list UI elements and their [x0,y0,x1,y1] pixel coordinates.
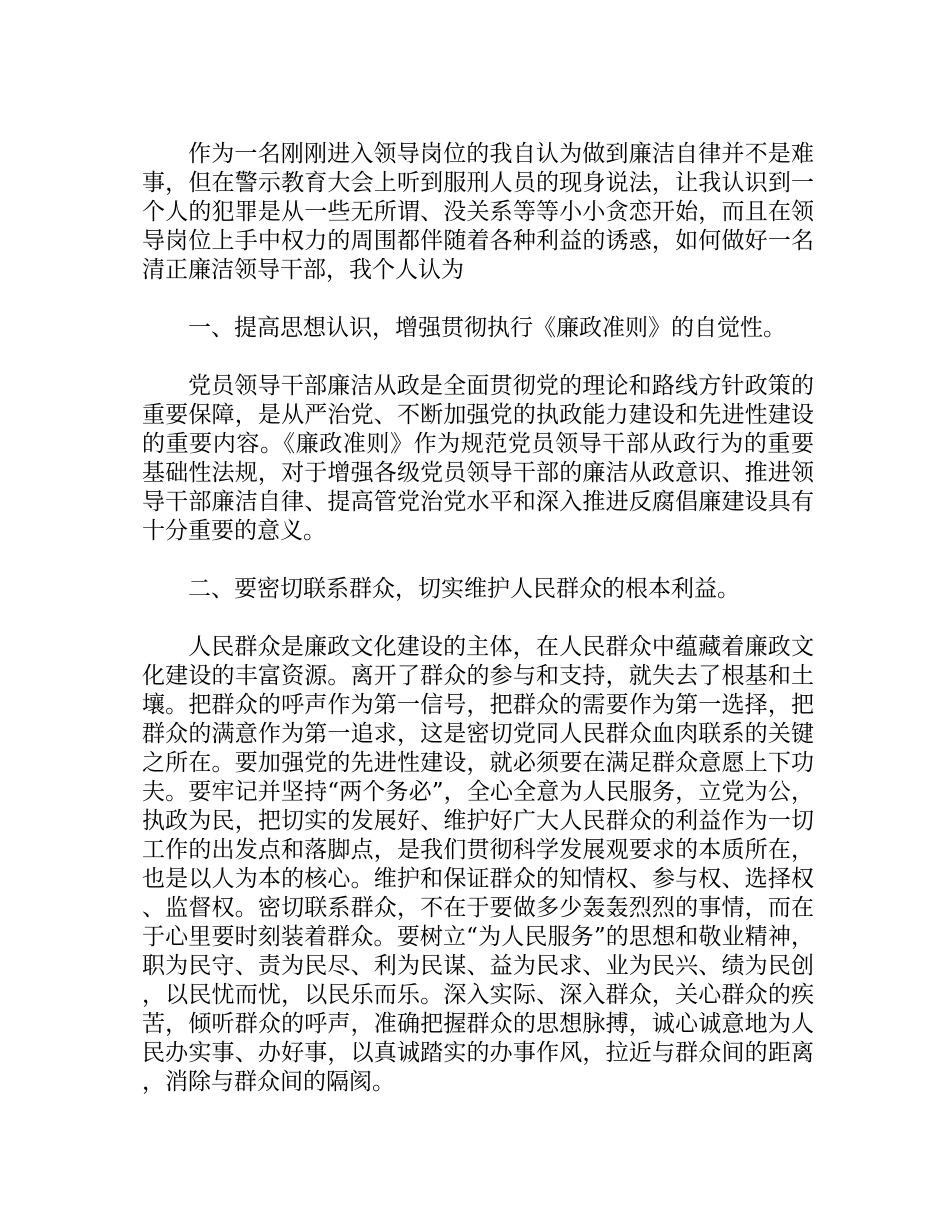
section-heading-1: 一、提高思想认识，增强贯彻执行《廉政准则》的自觉性。 [188,315,786,341]
section-2-paragraph: 人民群众是廉政文化建设的主体，在人民群众中蕴藏着廉政文化建设的丰富资源。离开了群众的参与和支持，就失去了根基和土壤。把群众的呼声作为第一信号，把群众的需要作为第一选择，把群众的满意作为第一追求，这是密切党同人民群众血肉联系的关键之所在。要加强党的先进性建设，就必须要在满足群众意愿上下功夫。要牢记并坚持“两个务必”，全心全意为人民服务，立党为公，执政为民，把切实的发展好、维护好广大人民群众的利益作为一切工作的出发点和落脚点，是我们贯彻科学发展观要求的本质所在，也是以人为本的核心。维护和保证群众的知情权、参与权、选择权、监督权。密切联系群众，不在于要做多少轰轰烈烈的事情，而在于心里要时刻装着群众。要树立“为人民服务”的思想和敬业精神，职为民守、责为民尽、利为民谋、益为民求、业为民兴、绩为民创，以民忧而忧，以民乐而乐。深入实际、深入群众，关心群众的疾苦，倾听群众的呼声，准确把握群众的思想脉搏，诚心诚意地为人民办实事、办好事，以真诚踏实的办事作风，拉近与群众间的距离，消除与群众间的隔阂。 [142,634,814,1095]
section-1-paragraph: 党员领导干部廉洁从政是全面贯彻党的理论和路线方针政策的重要保障，是从严治党、不断加强党的执政能力建设和先进性建设的重要内容。《廉政准则》作为规范党员领导干部从政行为的重要基础性法规，对于增强各级党员领导干部的廉洁从政意识、推进领导干部廉洁自律、提高管党治党水平和深入推进反腐倡廉建设具有十分重要的意义。 [142,373,814,544]
intro-paragraph: 作为一名刚刚进入领导岗位的我自认为做到廉洁自律并不是难事，但在警示教育大会上听到服刑人员的现身说法，让我认识到一个人的犯罪是从一些无所谓、没关系等等小小贪恋开始，而且在领导岗位上手中权力的周围都伴随着各种利益的诱惑，如何做好一名清正廉洁领导干部，我个人认为 [142,141,814,283]
document-body [142,140,814,1126]
section-heading-2: 二、要密切联系群众，切实维护人民群众的根本利益。 [188,576,740,602]
